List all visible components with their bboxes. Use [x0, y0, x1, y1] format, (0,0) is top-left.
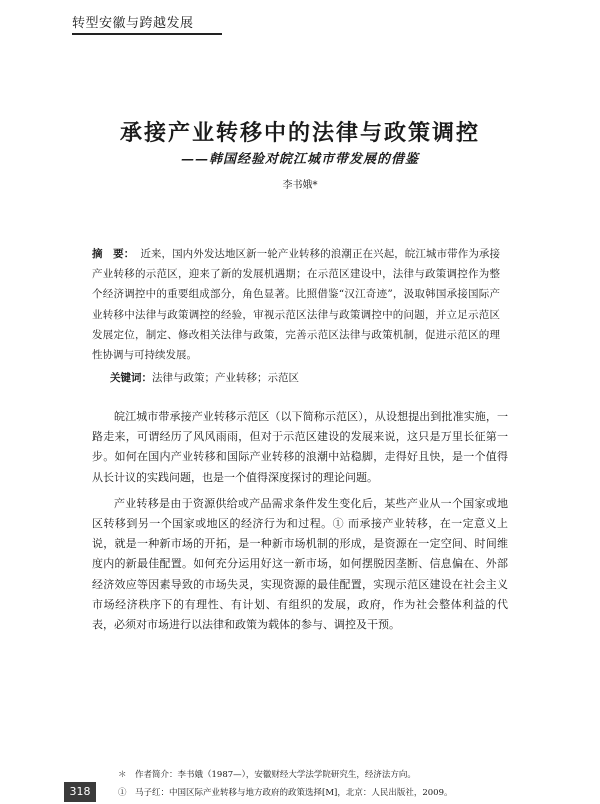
footnotes [118, 766, 508, 802]
abstract-text: 近来，国内外发达地区新一轮产业转移的浪潮正在兴起，皖江城市带作为承接产业转移的示范区，迎来了新的发展机遇期；在示范区建设中，法律与政策调控作为整个经济调控中的重要组成部分，角色显著。比照借鉴“汉江奇迹”，汲取韩国承接国际产业转移中法律与政策调控的经验，审视示范区法律与政策调控中的问题，并立足示范区发展定位，制定、修改相关法律与政策，完善示范区法律与政策机制，促进示范区的理性协调与可持续发展。 [92, 248, 501, 362]
article-subtitle: ——韩国经验对皖江城市带发展的借鉴 [180, 152, 419, 167]
article-title: 承接产业转移中的法律与政策调控 [119, 120, 480, 146]
body-text [92, 407, 508, 635]
journal-header: 转型安徽与跨越发展 [72, 16, 194, 31]
body-paragraph: 产业转移是由于资源供给或产品需求条件发生变化后，某些产业从一个国家或地区转移到另一个国家或地区的经济行为和过程。① 而承接产业转移，在一定意义上说，就是一种新市场的开拓，是一种新市场机制的形成，是资源在一定空间、时间维度内的新最佳配置。如何充分运用好这一新市场，如何摆脱因垄断、信息偏在、外部经济效应等因素导致的市场失灵，实现资源的最佳配置，实现示范区建设在社会主义市场经济秩序下的有理性、有计划、有组织的发展，政府，作为社会整体利益的代表，必须对市场进行以法律和政策为载体的参与、调控及干预。 [92, 496, 508, 632]
keywords-text: 法律与政策；产业转移；示范区 [152, 372, 299, 384]
body-paragraph: 皖江城市带承接产业转移示范区（以下简称示范区），从设想提出到批准实施，一路走来，可谓经历了风风雨雨，但对于示范区建设的发展来说，这只是万里长征第一步。如何在国内产业转移和国际产业转移的浪潮中站稳脚，走得好且快，是一个值得从长计议的实践问题，也是一个值得深度探讨的理论问题。 [92, 410, 508, 484]
header-rule [72, 33, 222, 35]
page-number: 318 [64, 782, 96, 802]
keywords-label: 关键词： [110, 372, 152, 384]
keywords [110, 370, 299, 385]
footnote: ＊ 作者简介：李书娥（1987—），安徽财经大学法学院研究生，经济法方向。 [118, 770, 416, 780]
abstract-label: 摘 要： [92, 248, 135, 260]
footnote: ① 马子红：中国区际产业转移与地方政府的政策选择[M]，北京：人民出版社，2009。 [118, 788, 453, 798]
abstract [92, 244, 500, 365]
article-author: 李书娥* [282, 180, 318, 191]
